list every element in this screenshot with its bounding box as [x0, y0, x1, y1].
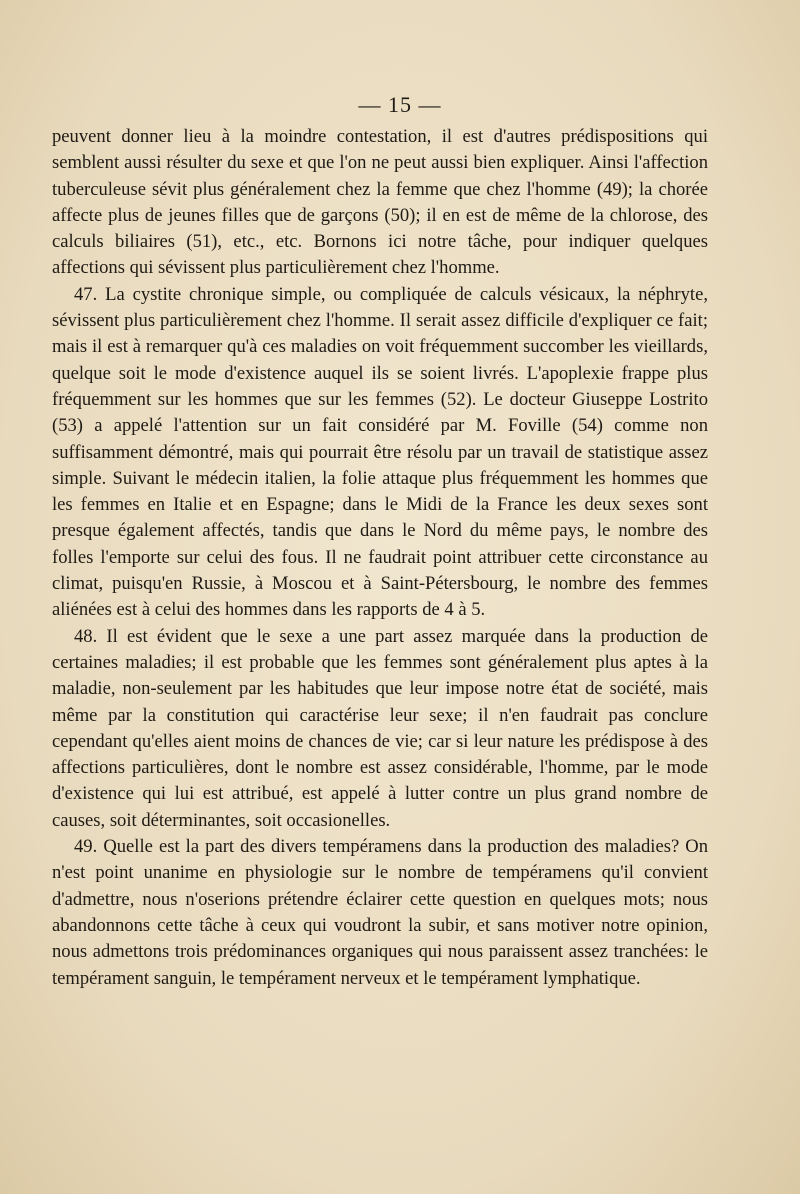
paragraph-continuation: peuvent donner lieu à la moindre contestation, il est d'autres prédispositions qui semblent aussi résulter du sexe et que l'on ne peut aussi bien expliquer. Ainsi l'affection tuberculeuse sévit plus généralement chez la femme que chez l'homme (49); la chorée affecte plus de jeunes filles que de garçons (50); il en est de même de la chlorose, des calculs biliaires (51), etc., etc. Bornons ici notre tâche, pour indiquer quelques affections qui sévissent plus particulièrement chez l'homme. — [52, 126, 708, 279]
body-text — [52, 124, 708, 992]
page-number: — 15 — — [358, 92, 442, 117]
paragraph-48: 48. Il est évident que le sexe a une part assez marquée dans la production de certaines maladies; il est probable que les femmes sont généralement plus aptes à la maladie, non-seulement par les habitudes que leur impose notre état de société, mais même par la constitution qui caractérise leur sexe; il n'en faudrait pas conclure cependant qu'elles aient moins de chances de vie; car si leur nature les prédispose à des affections particulières, dont le nombre est assez considérable, l'homme, par le mode d'existence qui lui est attribué, est appelé à lutter contre un plus grand nombre de causes, soit déterminantes, soit occasionelles. — [52, 625, 708, 831]
paragraph-49: 49. Quelle est la part des divers tempéramens dans la production des maladies? On n'est point unanime en physiologie sur le nombre de tempéramens qu'il convient d'admettre, nous n'oserions prétendre éclairer cette question en quelques mots; nous abandonnons cette tâche à ceux qui voudront la subir, et sans motiver notre opinion, nous admettons trois prédominances organiques qui nous paraissent assez tranchées: le tempérament sanguin, le tempérament nerveux et le tempérament lymphatique. — [52, 836, 708, 989]
paragraph-47: 47. La cystite chronique simple, ou compliquée de calculs vésicaux, la néphryte, sévissent plus particulièrement chez l'homme. Il serait assez difficile d'expliquer ce fait; mais il est à remarquer qu'à ces maladies on voit fréquemment succomber les vieillards, quelque soit le mode d'existence auquel ils se soient livrés. L'apoplexie frappe plus fréquemment sur les hommes que sur les femmes (52). Le docteur Giuseppe Lostrito (53) a appelé l'attention sur un fait considéré par M. Foville (54) comme non suffisamment démontré, mais qui pourrait être résolu par un travail de statistique assez simple. Suivant le médecin italien, la folie attaque plus fréquemment les hommes que les femmes en Italie et en Espagne; dans le Midi de la France les deux sexes sont presque également affectés, tandis que dans le Nord du même pays, le nombre des folles l'emporte sur celui des fous. Il ne faudrait point attribuer cette circonstance au climat, puisqu'en Russie, à Moscou et à Saint-Pétersbourg, le nombre des femmes aliénées est à celui des hommes dans les rapports de 4 à 5. — [52, 283, 708, 621]
